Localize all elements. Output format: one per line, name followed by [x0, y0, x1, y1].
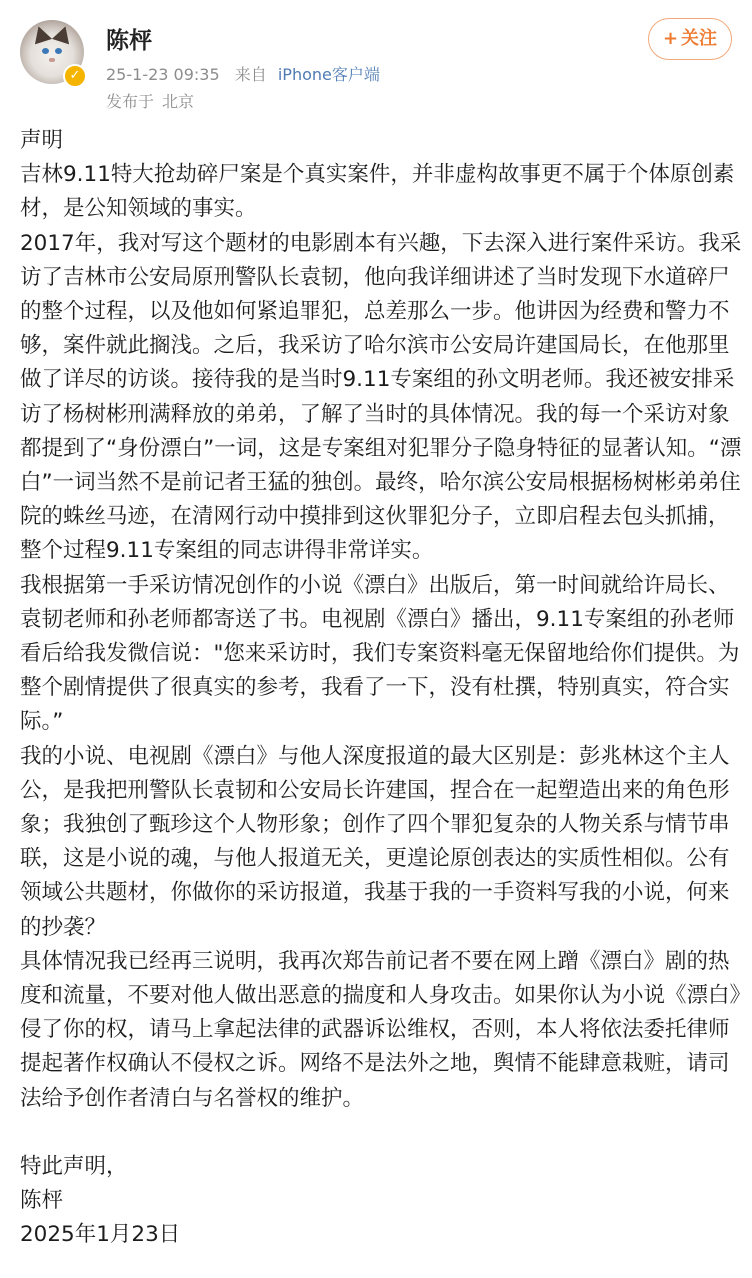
- paragraph-spacer: [20, 1116, 744, 1150]
- author-name[interactable]: 陈枰: [106, 28, 152, 54]
- post-signature: 陈枰: [20, 1188, 64, 1214]
- avatar-nose: [49, 58, 55, 62]
- post-paragraph: 2017年，我对写这个题材的电影剧本有兴趣，下去深入进行案件采访。我采访了吉林市公安局原刑警队长袁韧，他向我详细讲述了当时发现下水道碎尸的整个过程，以及他如何紧追罪犯，总差那么一步。他讲因为经费和警力不够，案件就此搁浅。之后，我采访了哈尔滨市公安局许建国局长，在他那里做了详尽的访谈。接待我的是当时9.11专案组的孙文明老师。我还被安排采访了杨树彬刑满释放的弟弟，了解了当时的具体情况。我的每一个采访对象都提到了“身份漂白”一词，这是专案组对犯罪分子隐身特征的显著认知。“漂白”一词当然不是前记者王猛的独创。最终，哈尔滨公安局根据杨树彬弟弟住院的蛛丝马迹，在清网行动中摸排到这伙罪犯分子，立即启程去包头抓捕，整个过程9.11专案组的同志讲得非常详实。: [20, 230, 742, 564]
- avatar-eye-left: [42, 48, 49, 54]
- post-location: [106, 89, 194, 112]
- avatar-ear-left: [30, 24, 52, 45]
- post-meta: [106, 62, 380, 85]
- post-paragraph: 吉林9.11特大抢劫碎尸案是个真实案件，并非虚构故事更不属于个体原创素材，是公知领域的事实。: [20, 162, 735, 222]
- follow-button-label: 关注: [681, 28, 718, 49]
- follow-button[interactable]: [648, 18, 732, 60]
- plus-icon: +: [662, 28, 679, 49]
- post-date: 25-1-23 09:35: [106, 65, 220, 84]
- post-sign-date: 2025年1月23日: [20, 1222, 181, 1248]
- avatar-eye-right: [55, 48, 62, 54]
- post-body: [20, 124, 744, 1253]
- post-heading: 声明: [20, 128, 64, 153]
- verified-badge-icon: ✓: [63, 64, 87, 88]
- post-paragraph: 我根据第一手采访情况创作的小说《漂白》出版后，第一时间就给许局长、袁韧老师和孙老师都寄送了书。电视剧《漂白》播出，9.11专案组的孙老师看后给我发微信说："您来采访时，我们专案资料毫无保留地给你们提供。为整个剧情提供了很真实的参考，我看了一下，没有杜撰，特别真实，符合实际。”: [20, 572, 740, 735]
- post-paragraph: 我的小说、电视剧《漂白》与他人深度报道的最大区别是：彭兆林这个主人公，是我把刑警队长袁韧和公安局长许建国，捏合在一起塑造出来的角色形象；我独创了甄珍这个人物形象；创作了四个罪犯复杂的人物关系与情节串联，这是小说的魂，与他人报道无关，更遑论原创表达的实质性相似。公有领域公共题材，你做你的采访报道，我基于我的一手资料写我的小说，何来的抄袭？: [20, 743, 730, 940]
- post-header: [0, 0, 752, 118]
- location-value: 北京: [162, 92, 195, 111]
- from-label: 来自: [234, 65, 267, 84]
- post-closing: 特此声明，: [20, 1154, 128, 1180]
- location-label: 发布于: [106, 92, 155, 111]
- post-paragraph: 具体情况我已经再三说明，我再次郑告前记者不要在网上蹭《漂白》剧的热度和流量，不要对他人做出恶意的揣度和人身攻击。如果你认为小说《漂白》侵了你的权，请马上拿起法律的武器诉讼维权，否则，本人将依法委托律师提起著作权确认不侵权之诉。网络不是法外之地，舆情不能肆意栽赃，请司法给予创作者清白与名誉权的维护。: [20, 948, 741, 1111]
- client-link[interactable]: iPhone客户端: [277, 65, 380, 84]
- avatar-ear-right: [52, 24, 74, 45]
